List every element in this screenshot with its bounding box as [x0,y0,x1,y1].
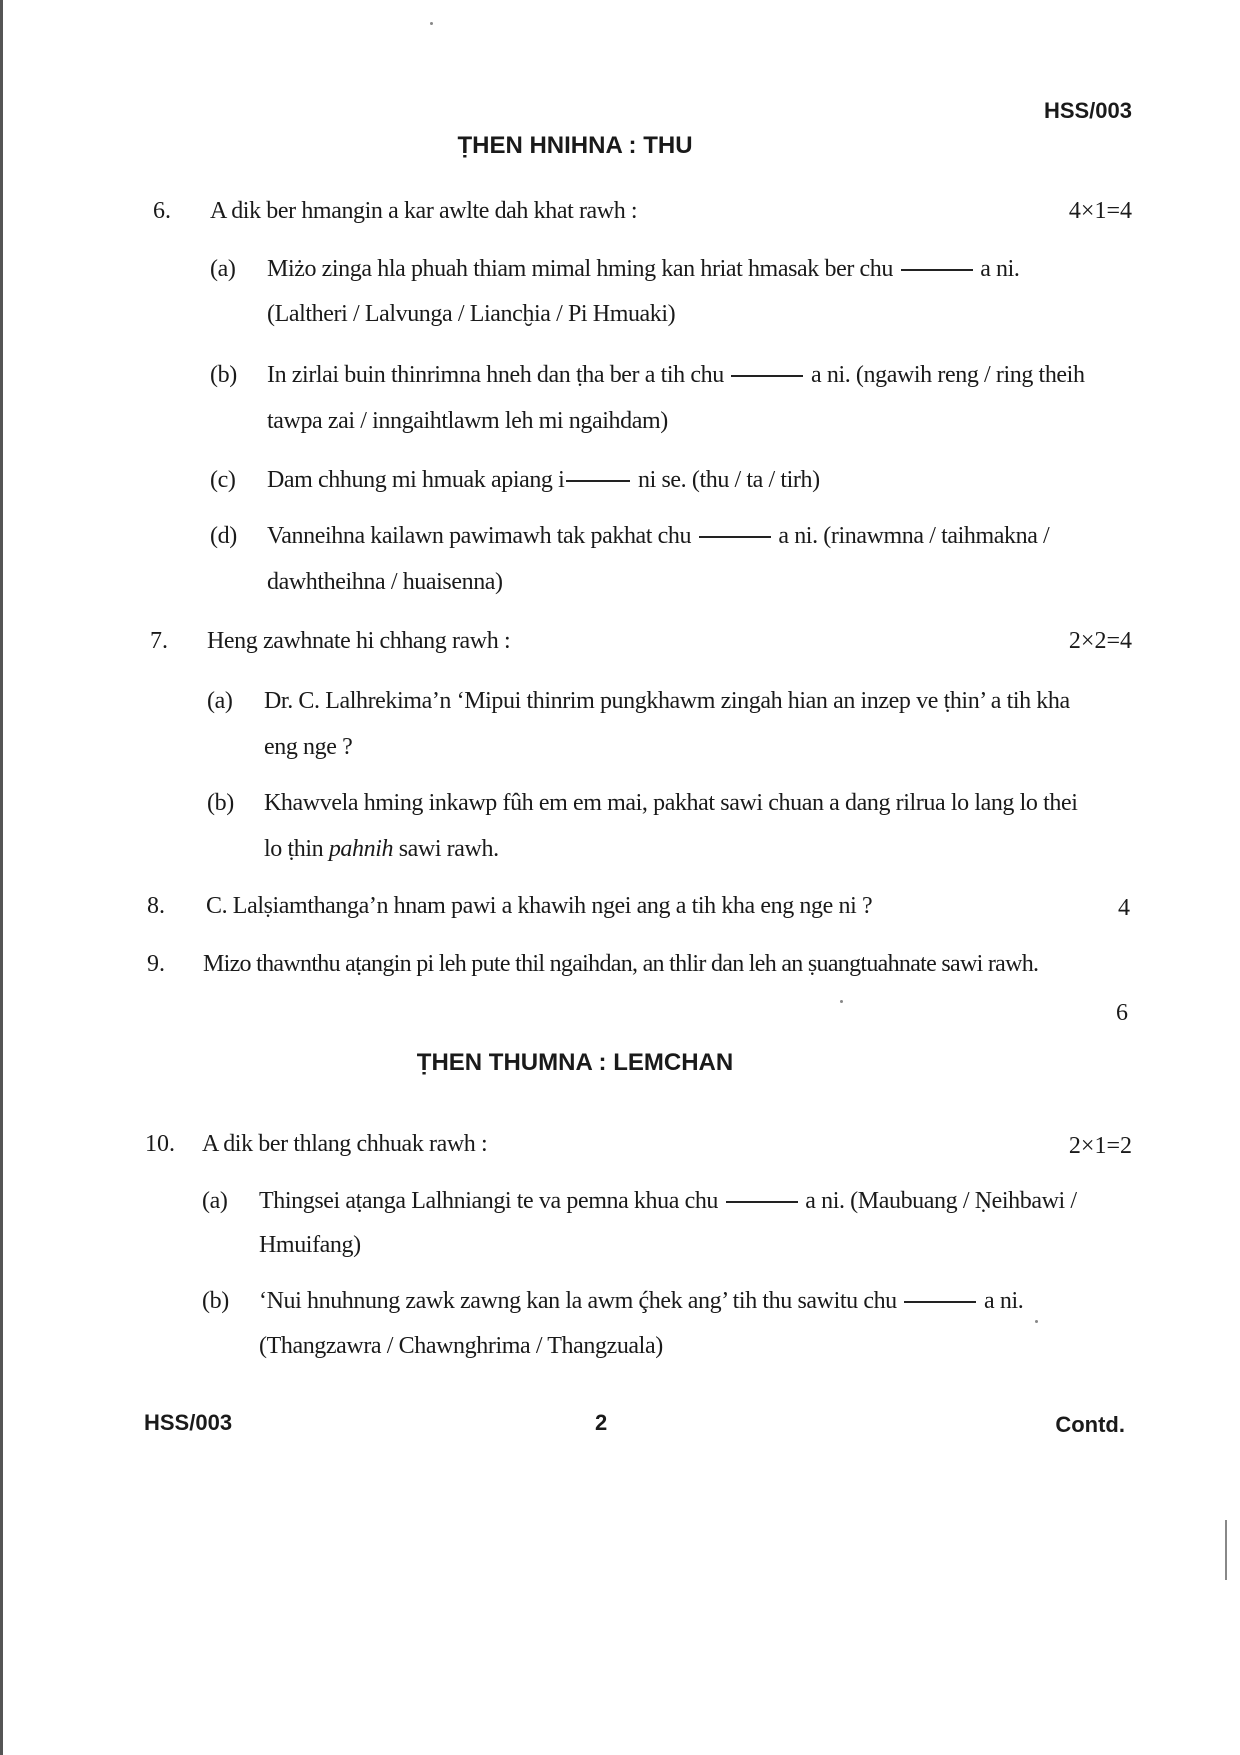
scan-edge [0,0,3,1755]
part-text-b: a ni. (rinawmna / taihmakna / [778,523,1050,549]
question-text: C. Lalṣiamthanga’n hnam pawi a khawih ngei ang a tih kha eng nge ni ? [206,893,873,919]
question-marks: 4×1=4 [1068,198,1132,224]
section-title-thenthumna: ṬHEN THUMNA : LEMCHAN [416,1049,734,1076]
part-label: (b) [202,1288,229,1314]
header-code: HSS/003 [1043,98,1132,123]
part-text-a: Miżo zinga hla phuah thiam mimal hming kan hriat hmasak ber chu [267,256,893,282]
part-label: (a) [207,688,233,714]
part-text [267,523,1049,550]
part-text-b: a ni. (Maubuang / Ṇeihbawi / [805,1188,1077,1214]
part-text-a: lo ṭhin [264,836,329,862]
scan-speck [430,22,433,25]
part-label: (c) [210,467,236,493]
part-label: (d) [210,523,237,549]
answer-blank [566,480,630,482]
part-text-b: a ni. [980,256,1020,282]
question-marks: 2×1=2 [1068,1133,1132,1159]
part-options: (Laltheri / Lalvunga / Liancḫia / Pi Hmuaki) [267,301,676,327]
part-text-a: ‘Nui hnuhnung zawk zawng kan la awm ḉhek ang’ tih thu sawitu chu [259,1288,897,1314]
question-text: Heng zawhnate hi chhang rawh : [207,628,511,654]
part-label: (b) [210,362,237,388]
question-number: 10. [145,1131,175,1157]
answer-blank [904,1301,976,1303]
section-title-thenhnihna: ṬHEN HNIHNA : THU [457,132,693,159]
part-options: tawpa zai / inngaihtlawm leh mi ngaihdam) [267,408,668,434]
part-label: (b) [207,790,234,816]
part-text-a: In zirlai buin thinrimna hneh dan ṭha ber a tih chu [267,362,724,388]
question-text: A dik ber thlang chhuak rawh : [202,1131,488,1157]
part-text-emphasis: pahnih [328,836,394,862]
part-label: (a) [210,256,236,282]
part-text-b: a ni. [984,1288,1024,1314]
question-marks: 2×2=4 [1068,628,1132,654]
question-marks: 4 [1118,895,1130,921]
part-text [259,1188,1077,1215]
answer-blank [731,375,803,377]
part-text: Dr. C. Lalhrekima’n ‘Mipui thinrim pungkhawm zingah hian an inzep ve ṭhin’ a tih kha [264,688,1070,714]
part-text [267,467,820,494]
part-text [267,256,1020,283]
part-text-b: ni se. (thu / ta / tirh) [638,467,820,493]
answer-blank [699,536,771,538]
question-number: 8. [147,893,165,919]
answer-blank [901,269,973,271]
scan-speck [1225,1520,1227,1580]
part-text-a: Thingsei aṭanga Lalhniangi te va pemna khua chu [259,1188,719,1214]
question-text: Mizo thawnthu aṭangin pi leh pute thil ngaihdan, an thlir dan leh an ṣuangtuahnate sawi rawh. [203,951,1039,977]
part-text-a: Dam chhung mi hmuak apiang i [267,467,565,493]
question-marks: 6 [1116,1000,1128,1026]
part-text: Khawvela hming inkawp fûh em em mai, pakhat sawi chuan a dang rilrua lo lang lo thei [264,790,1078,816]
scan-speck [1035,1320,1038,1323]
part-label: (a) [202,1188,228,1214]
part-text-b: a ni. (ngawih reng / ring theih [811,362,1085,388]
question-number: 7. [150,628,168,654]
part-text-c: sawi rawh. [393,836,499,862]
scan-speck [840,1000,843,1003]
answer-blank [726,1201,798,1203]
footer-code: HSS/003 [144,1410,233,1435]
page-number: 2 [595,1410,608,1435]
question-text: A dik ber hmangin a kar awlte dah khat rawh : [210,198,638,224]
part-options: (Thangzawra / Chawnghrima / Thangzuala) [259,1333,663,1359]
question-number: 6. [153,198,171,224]
part-options: Hmuifang) [259,1232,361,1258]
part-text [259,1288,1023,1315]
part-text [267,362,1085,389]
part-text-line2 [264,836,499,863]
question-number: 9. [147,951,165,977]
part-text-a: Vanneihna kailawn pawimawh tak pakhat chu [267,523,692,549]
part-options: dawhtheihna / huaisenna) [267,569,503,595]
part-text-line2: eng nge ? [264,734,353,760]
contd-label: Contd. [1055,1412,1125,1437]
